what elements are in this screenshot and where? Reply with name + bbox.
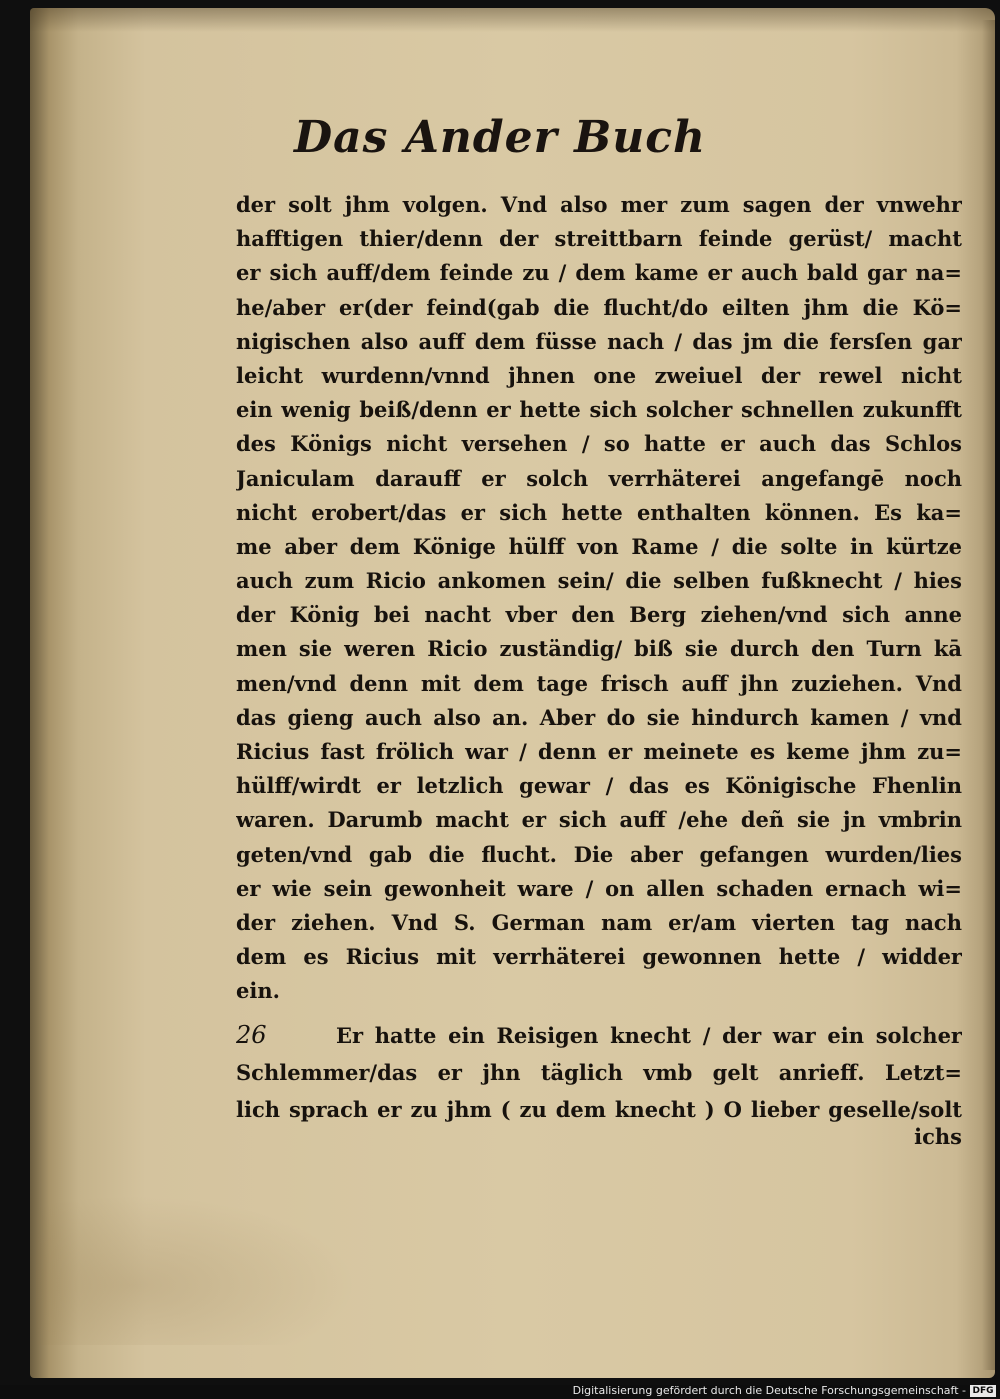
- text-line: der König bei nacht vber den Berg ziehen/vnd sich anne: [236, 602, 962, 628]
- text-line: geten/vnd gab die flucht. Die aber gefangen wurden/lies: [236, 841, 962, 867]
- page-edge: [982, 20, 995, 1370]
- text-line: Er hatte ein Reisigen knecht / der war ein solcher: [336, 1023, 962, 1048]
- text-line: hafftigen thier/denn der streittbarn feinde gerüst/ macht: [236, 226, 962, 252]
- text-line: er wie sein gewonheit ware / on allen schaden ernach wi=: [236, 875, 962, 901]
- text-line: hülff/wirdt er letzlich gewar / das es Königische Fhenlin: [236, 773, 962, 799]
- paper-stain: [36, 1195, 356, 1345]
- dfg-logo: DFG: [970, 1385, 996, 1397]
- paragraph-number: 26: [236, 1021, 267, 1049]
- text-line: waren. Darumb macht er sich auff /ehe deñ sie jn vmbrin: [236, 807, 962, 833]
- text-line: auch zum Ricio ankomen sein/ die selben fußknecht / hies: [236, 568, 962, 594]
- running-header: Das Ander Buch: [293, 112, 707, 163]
- text-line: leicht wurdenn/vnnd jhnen one zweiuel der rewel nicht: [236, 362, 962, 388]
- text-line: er sich auff/dem feinde zu / dem kame er auch bald gar na=: [236, 260, 962, 286]
- page-shadow: [30, 8, 995, 32]
- text-line: me aber dem Könige hülff von Rame / die solte in kürtze: [236, 533, 962, 559]
- text-line: der solt jhm volgen. Vnd also mer zum sagen der vnwehr: [236, 192, 962, 217]
- text-line: das gieng auch also an. Aber do sie hindurch kamen / vnd: [236, 704, 962, 730]
- text-line: des Königs nicht versehen / so hatte er auch das Schlos: [236, 431, 962, 457]
- catchword: ichs: [914, 1124, 962, 1149]
- text-line: he/aber er(der feind(gab die flucht/do eilten jhm die Kö=: [236, 294, 962, 320]
- text-line: nicht erobert/das er sich hette enthalten können. Es ka=: [236, 499, 962, 525]
- paragraph-first-line: [236, 1017, 962, 1054]
- text-line: men sie weren Ricio zuständig/ biß sie durch den Turn kā: [236, 636, 962, 662]
- paragraph-1: [236, 188, 962, 1009]
- funding-notice: Digitalisierung gefördert durch die Deutsche Forschungsgemeinschaft -: [572, 1384, 966, 1397]
- paragraph-2: [236, 1017, 962, 1128]
- text-line: nigischen also auff dem füsse nach / das jm die fersſen gar: [236, 328, 962, 354]
- text-line: dem es Ricius mit verrhäterei gewonnen hette / widder: [236, 944, 962, 970]
- text-line: Janiculam darauff er solch verrhäterei angefangē noch: [236, 465, 962, 491]
- text-line: ein wenig beiß/denn er hette sich solcher schnellen zukunfft: [236, 397, 962, 423]
- text-line: Schlemmer/das er jhn täglich vmb gelt anrieff. Letzt=: [236, 1060, 962, 1085]
- text-line: der ziehen. Vnd S. German nam er/am vierten tag nach: [236, 909, 962, 935]
- text-line: ein.: [236, 978, 280, 1004]
- text-line: men/vnd denn mit dem tage frisch auff jhn zuziehen. Vnd: [236, 670, 962, 696]
- text-line: Ricius fast frölich war / denn er meinete es keme jhm zu=: [236, 739, 962, 764]
- text-line: lich sprach er zu jhm ( zu dem knecht ) O lieber geselle/solt: [236, 1097, 962, 1122]
